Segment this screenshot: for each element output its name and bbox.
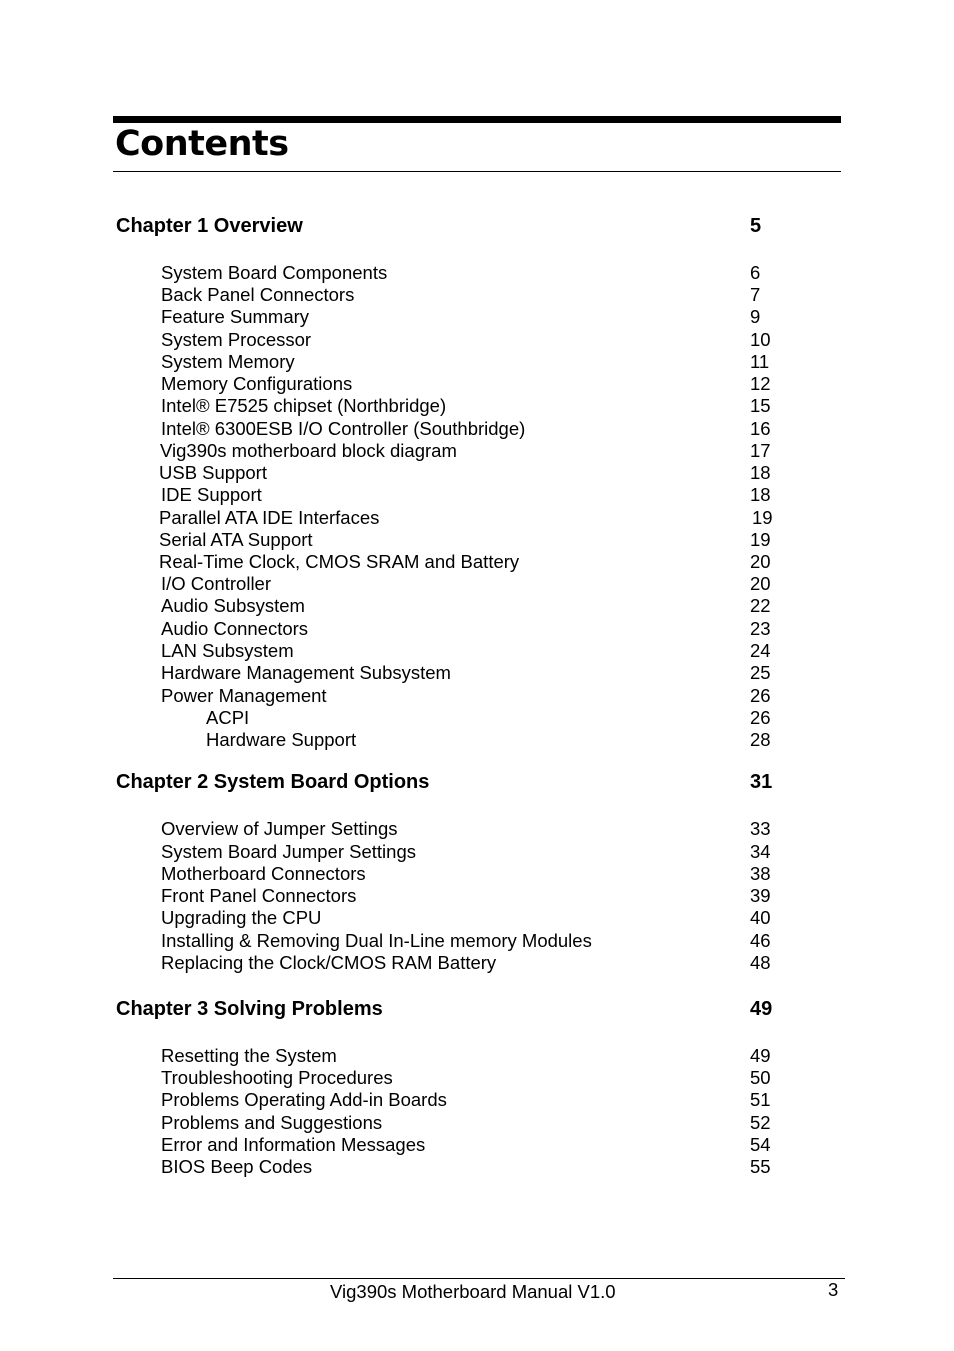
entry-page: 48 [750,952,771,973]
toc-entry[interactable] [0,685,954,707]
toc-entry[interactable] [0,930,954,952]
entry-label: Front Panel Connectors [161,885,357,906]
entry-label: Resetting the System [161,1045,337,1066]
entry-page: 20 [750,573,771,594]
entry-page: 24 [750,640,771,661]
toc-entry[interactable] [0,1045,954,1067]
toc-entry[interactable] [0,952,954,974]
entry-page: 38 [750,863,771,884]
page-title: Contents [115,124,289,164]
entry-page: 19 [752,507,773,528]
entry-page: 26 [750,685,771,706]
top-rule [113,116,841,123]
entry-label: BIOS Beep Codes [161,1156,313,1177]
entry-label: Back Panel Connectors [161,284,355,305]
entry-label: Hardware Support [206,729,357,750]
entry-page: 40 [750,907,771,928]
entry-label: System Processor [161,329,312,350]
entry-page: 23 [750,618,771,639]
entry-page: 12 [750,373,771,394]
entry-page: 39 [750,885,771,906]
toc-entry[interactable] [0,262,954,284]
entry-label: Problems and Suggestions [161,1112,383,1133]
entry-page: 25 [750,662,771,683]
entry-page: 46 [750,930,771,951]
footer-rule [113,1278,845,1279]
footer-page-number: 3 [828,1279,839,1300]
chapter-title: Chapter 2 System Board Options [116,771,430,793]
toc-entry[interactable] [0,841,954,863]
entry-label: ACPI [206,707,250,728]
toc-entry[interactable] [0,907,954,929]
toc-entry[interactable] [0,595,954,617]
entry-page: 18 [750,462,771,483]
toc-entry[interactable] [0,306,954,328]
entry-label: System Memory [161,351,295,372]
entry-page: 33 [750,818,771,839]
entry-label: Upgrading the CPU [161,907,322,928]
entry-label: Audio Connectors [161,618,309,639]
entry-page: 54 [750,1134,771,1155]
entry-label: Serial ATA Support [159,529,313,550]
entry-label: Intel® E7525 chipset (Northbridge) [161,395,447,416]
title-underline [113,171,841,172]
entry-label: LAN Subsystem [161,640,294,661]
toc-entry[interactable] [0,1156,954,1178]
toc-entry[interactable] [0,284,954,306]
chapter-page: 49 [750,998,773,1020]
entry-label: System Board Components [161,262,388,283]
entry-page: 10 [750,329,771,350]
toc-entry[interactable] [0,462,954,484]
entry-label: Feature Summary [161,306,310,327]
entry-label: Troubleshooting Procedures [161,1067,393,1088]
toc-entry[interactable] [0,418,954,440]
toc-entry[interactable] [0,1089,954,1111]
entry-page: 11 [750,351,770,372]
toc-entry[interactable] [0,818,954,840]
chapter-page: 5 [750,215,762,237]
entry-page: 51 [750,1089,771,1110]
entry-label: Memory Configurations [161,373,353,394]
toc-entry[interactable] [0,885,954,907]
entry-page: 15 [750,395,771,416]
entry-label: Power Management [161,685,327,706]
entry-page: 26 [750,707,771,728]
toc-entry[interactable] [0,329,954,351]
entry-page: 20 [750,551,771,572]
entry-label: Installing & Removing Dual In-Line memory Modules [161,930,592,951]
entry-label: I/O Controller [161,573,272,594]
entry-label: USB Support [159,462,267,483]
entry-page: 22 [750,595,771,616]
entry-page: 19 [750,529,771,550]
toc-entry[interactable] [0,863,954,885]
toc-subentry[interactable] [0,707,954,729]
toc-entry[interactable] [0,529,954,551]
toc-entry[interactable] [0,395,954,417]
toc-entry[interactable] [0,484,954,506]
toc-entry[interactable] [0,640,954,662]
entry-label: Audio Subsystem [161,595,305,616]
entry-label: Hardware Management Subsystem [161,662,451,683]
entry-label: Parallel ATA IDE Interfaces [159,507,380,528]
entry-page: 17 [750,440,771,461]
toc-entry[interactable] [0,573,954,595]
toc-entry[interactable] [0,351,954,373]
entry-label: Replacing the Clock/CMOS RAM Battery [161,952,497,973]
toc-entry[interactable] [0,551,954,573]
entry-page: 49 [750,1045,771,1066]
entry-label: Problems Operating Add-in Boards [161,1089,447,1110]
toc-entry[interactable] [0,507,954,529]
entry-label: Motherboard Connectors [161,863,366,884]
entry-label: Vig390s motherboard block diagram [160,440,457,461]
entry-page: 52 [750,1112,771,1133]
toc-entry[interactable] [0,1134,954,1156]
toc-chapter-2[interactable] [0,771,954,793]
entry-label: Intel® 6300ESB I/O Controller (Southbridge) [161,418,526,439]
entry-page: 7 [750,284,761,305]
chapter-title: Chapter 3 Solving Problems [116,998,383,1020]
toc-subentry[interactable] [0,729,954,751]
entry-page: 34 [750,841,771,862]
chapter-page: 31 [750,771,773,793]
entry-label: Error and Information Messages [161,1134,426,1155]
footer-title: Vig390s Motherboard Manual V1.0 [330,1281,616,1302]
entry-page: 16 [750,418,771,439]
entry-page: 28 [750,729,771,750]
entry-label: Real-Time Clock, CMOS SRAM and Battery [159,551,520,572]
toc-chapter-3[interactable] [0,998,954,1020]
entry-page: 9 [750,306,761,327]
toc-entry[interactable] [0,1067,954,1089]
entry-label: IDE Support [161,484,262,505]
chapter-title: Chapter 1 Overview [116,215,303,237]
toc-chapter-1[interactable] [0,215,954,237]
toc-entry[interactable] [0,440,954,462]
entry-label: Overview of Jumper Settings [161,818,398,839]
toc-entry[interactable] [0,1112,954,1134]
entry-label: System Board Jumper Settings [161,841,416,862]
toc-entry[interactable] [0,618,954,640]
entry-page: 6 [750,262,761,283]
toc-entry[interactable] [0,373,954,395]
entry-page: 55 [750,1156,771,1177]
entry-page: 18 [750,484,771,505]
toc-entry[interactable] [0,662,954,684]
entry-page: 50 [750,1067,771,1088]
